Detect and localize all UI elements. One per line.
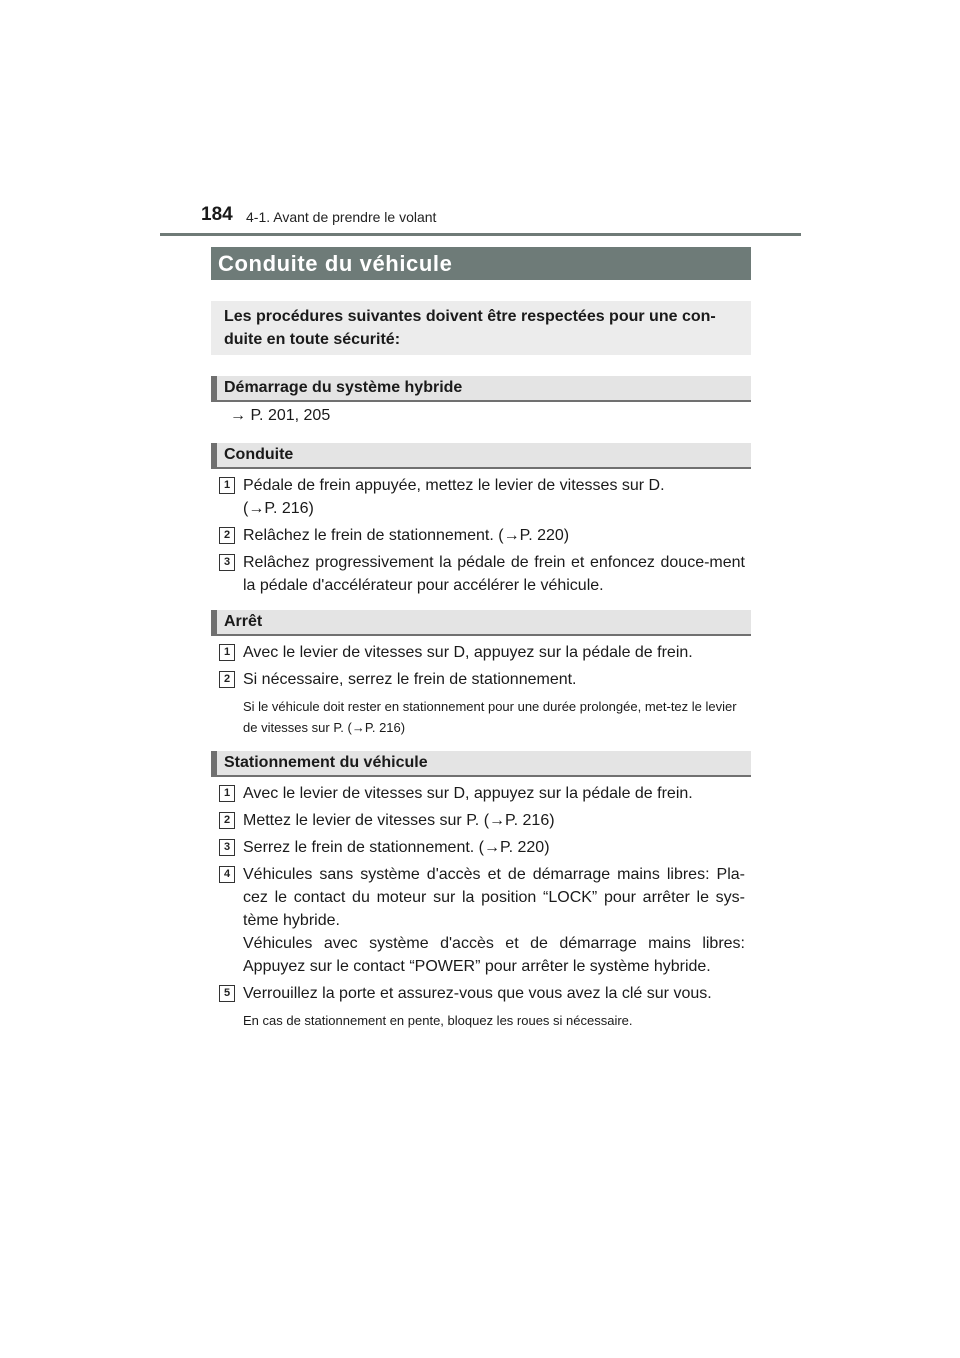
section-heading-label: Conduite: [224, 446, 294, 463]
section-heading-stop: [211, 610, 751, 636]
step-number-badge: 1: [219, 644, 235, 661]
intro-text: Les procédures suivantes doivent être respectées pour une con-duite en toute sécurité:: [224, 308, 716, 348]
page-title: Conduite du véhicule: [218, 251, 453, 276]
step-text: Verrouillez la porte et assurez-vous que vous avez la clé sur vous.: [243, 985, 712, 1002]
step-number-badge: 2: [219, 671, 235, 688]
step-text: Relâchez le frein de stationnement. (→P. 220): [243, 527, 570, 544]
step-text: Si nécessaire, serrez le frein de stationnement.: [243, 671, 577, 688]
intro-box: [211, 301, 751, 355]
note-text: Si le véhicule doit rester en stationnement pour une durée prolongée, met-tez le levier de vitesses sur P. (→P. 216): [243, 699, 737, 735]
step-number-badge: 1: [219, 785, 235, 802]
step-number-badge: 2: [219, 812, 235, 829]
step-number-badge: 4: [219, 866, 235, 883]
step-number-badge: 2: [219, 527, 235, 544]
note-text: En cas de stationnement en pente, bloquez les roues si nécessaire.: [243, 1013, 633, 1028]
section-heading-label: Démarrage du système hybride: [224, 379, 463, 396]
step-text: Serrez le frein de stationnement. (→P. 220): [243, 839, 550, 856]
step-number-badge: 3: [219, 839, 235, 856]
step-text-continued: Véhicules avec système d'accès et de démarrage mains libres: Appuyez sur le contact “POWER” pour arrêter le système hybride.: [243, 935, 745, 975]
section-heading-label: Stationnement du véhicule: [224, 754, 428, 771]
step-text: Mettez le levier de vitesses sur P. (→P. 216): [243, 812, 555, 829]
header-rule: [160, 233, 801, 236]
section-heading-start: [211, 376, 751, 402]
section-heading-parking: [211, 751, 751, 777]
step-text: Avec le levier de vitesses sur D, appuyez sur la pédale de frein.: [243, 644, 693, 661]
step-number-badge: 1: [219, 477, 235, 494]
step-text: Véhicules sans système d'accès et de démarrage mains libres: Pla-cez le contact du moteur sur la position “LOCK” pour arrêter le sys-tème hybride.: [243, 866, 745, 929]
page-title-band: [211, 247, 751, 280]
chapter-title: 4-1. Avant de prendre le volant: [246, 209, 437, 225]
section-heading-label: Arrêt: [224, 613, 263, 630]
step-text: Relâchez progressivement la pédale de frein et enfoncez douce-ment la pédale d'accélérateur pour accélérer le véhicule.: [243, 554, 745, 594]
page-number: 184: [201, 204, 233, 225]
page-reference: → P. 201, 205: [230, 407, 331, 424]
step-text: Pédale de frein appuyée, mettez le levier de vitesses sur D. (→P. 216): [243, 477, 665, 517]
step-text: Avec le levier de vitesses sur D, appuyez sur la pédale de frein.: [243, 785, 693, 802]
step-number-badge: 3: [219, 554, 235, 571]
step-number-badge: 5: [219, 985, 235, 1002]
section-heading-driving: [211, 443, 751, 469]
